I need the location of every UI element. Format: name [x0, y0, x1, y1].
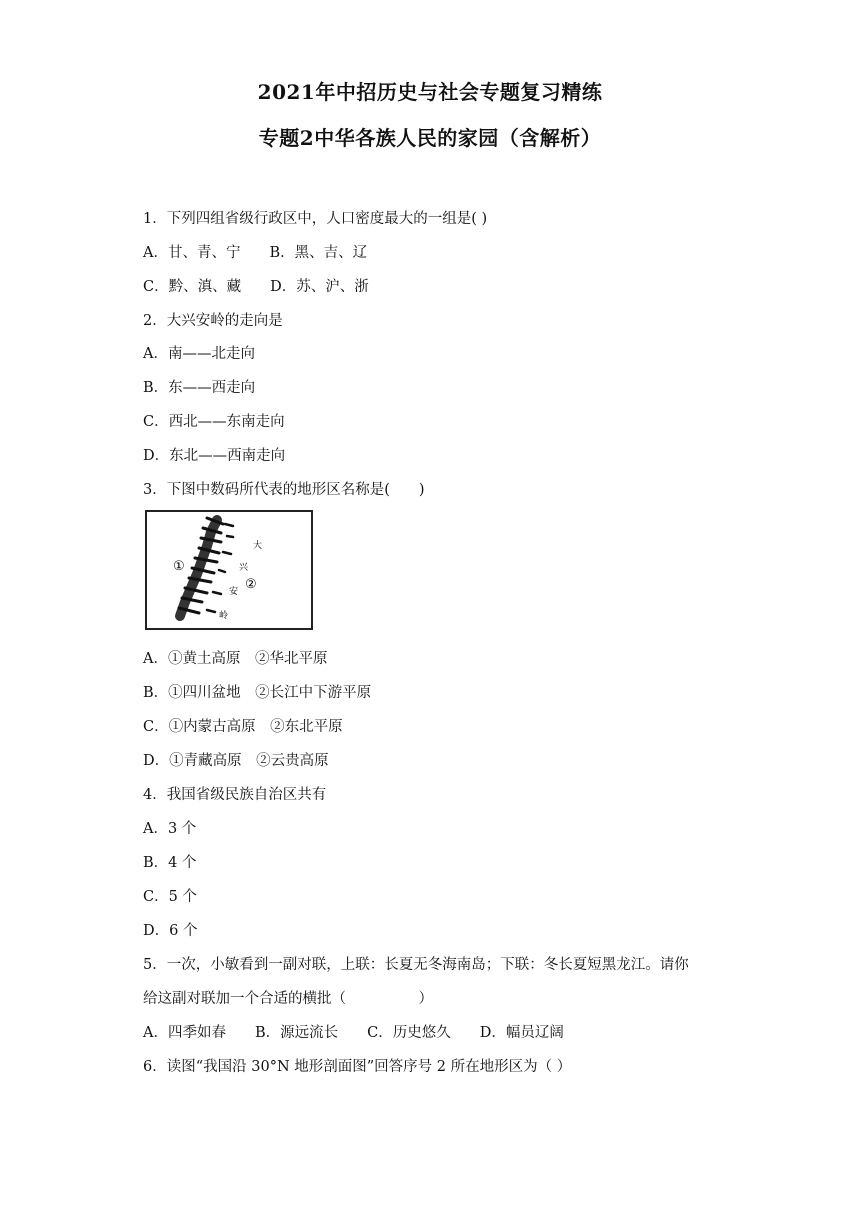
- question-3-option-c: C．①内蒙古高原 ②东北平原: [143, 719, 343, 735]
- question-4-option-d: D．6 个: [143, 923, 198, 939]
- question-4-option-a: A．3 个: [143, 821, 197, 837]
- mountain-map-figure: [145, 510, 313, 630]
- mountain-char-3: 安: [229, 587, 239, 597]
- question-2-option-a: A．南——北走向: [143, 346, 255, 362]
- question-6-stem: 6．读图“我国沿 30°N 地形剖面图”回答序号 2 所在地形区为（ ）: [143, 1059, 572, 1075]
- region-2-label: ②: [245, 577, 257, 592]
- page-subtitle: 专题2中华各族人民的家园（含解析）: [258, 126, 602, 150]
- question-2-option-c: C．西北——东南走向: [143, 414, 285, 430]
- mountain-char-1: 大: [253, 541, 263, 551]
- question-3-option-b: B．①四川盆地 ②长江中下游平原: [143, 685, 372, 701]
- mountain-map-drawing: [147, 512, 311, 628]
- question-3-option-a: A．①黄土高原 ②华北平原: [143, 651, 328, 667]
- question-3-option-d: D．①青藏高原 ②云贵高原: [143, 753, 329, 769]
- region-1-label: ①: [173, 559, 185, 574]
- question-4-option-b: B．4 个: [143, 855, 197, 871]
- question-1-stem: 1．下列四组省级行政区中，人口密度最大的一组是( ): [143, 211, 488, 227]
- question-3-stem: 3．下图中数码所代表的地形区名称是( ): [143, 482, 425, 498]
- question-5-options-row: A．四季如春 B．源远流长 C．历史悠久 D．幅员辽阔: [143, 1025, 564, 1041]
- question-2-option-d: D．东北——西南走向: [143, 448, 286, 464]
- question-1-options-row-2: C．黔、滇、藏 D．苏、沪、浙: [143, 279, 369, 295]
- question-5-stem-continued: 给这副对联加一个合适的横批（ ）: [143, 991, 433, 1007]
- page-title: 2021年中招历史与社会专题复习精练: [257, 80, 603, 104]
- question-2-stem: 2．大兴安岭的走向是: [143, 313, 283, 329]
- question-4-option-c: C．5 个: [143, 889, 197, 905]
- mountain-char-2: 兴: [239, 563, 249, 573]
- question-4-stem: 4．我国省级民族自治区共有: [143, 787, 327, 803]
- mountain-range-marks: [179, 518, 233, 616]
- mountain-char-4: 岭: [219, 611, 229, 621]
- question-1-options-row-1: A．甘、青、宁 B．黑、吉、辽: [143, 245, 368, 261]
- question-2-option-b: B．东——西走向: [143, 380, 256, 396]
- question-5-stem: 5．一次，小敏看到一副对联，上联：长夏无冬海南岛；下联：冬长夏短黑龙江。请你: [143, 957, 689, 973]
